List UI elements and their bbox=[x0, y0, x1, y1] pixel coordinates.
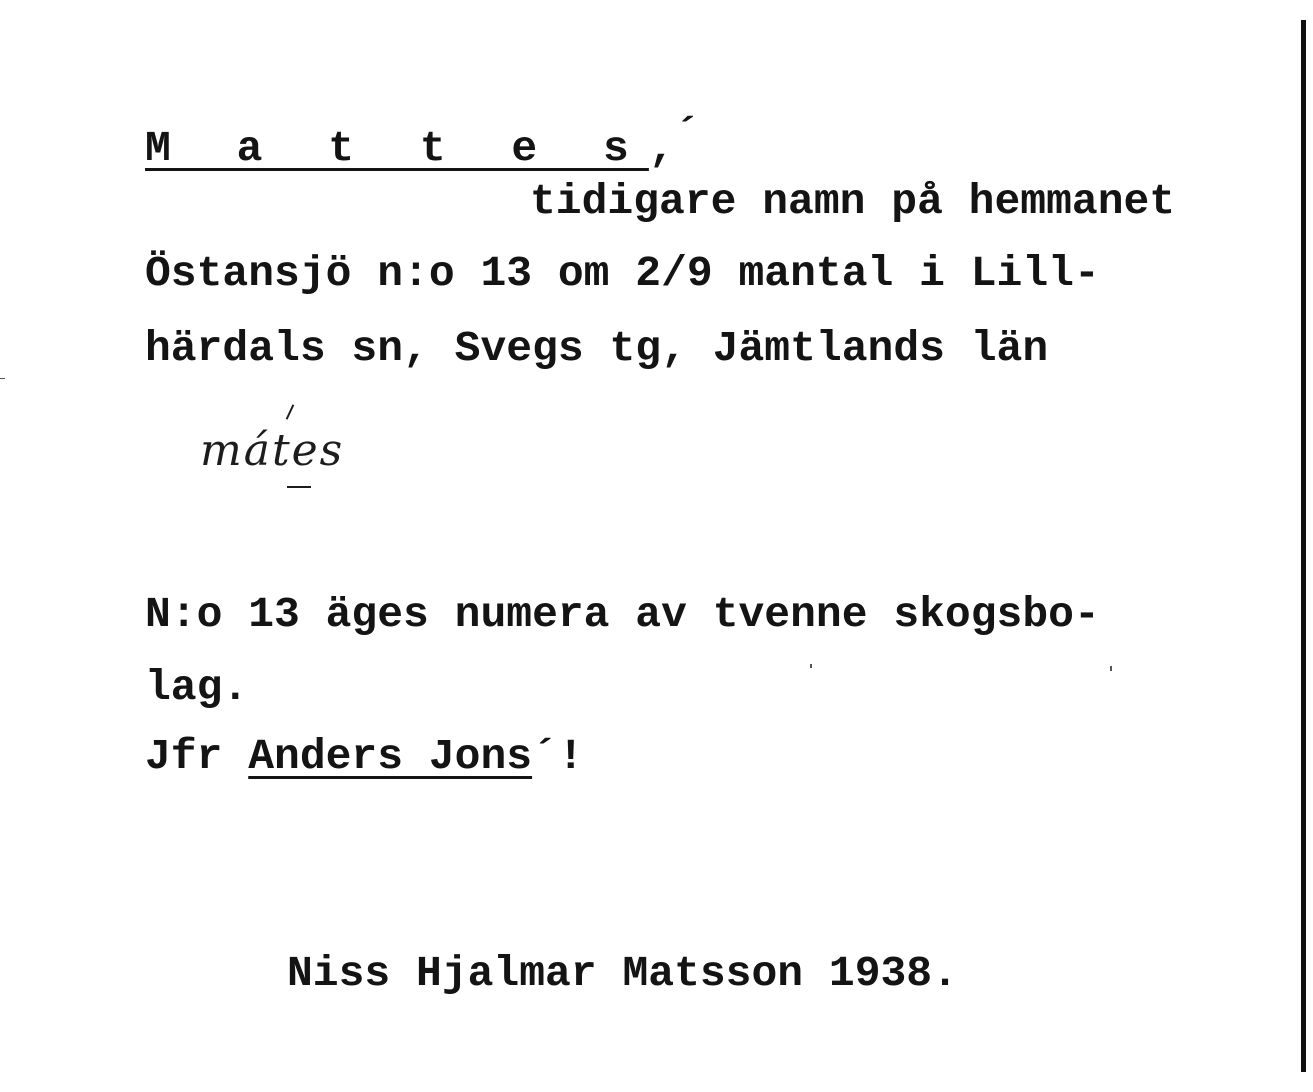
headword: M a t t e s bbox=[145, 124, 649, 173]
headword-line bbox=[145, 110, 701, 173]
handwritten-pronunciation: mátes bbox=[200, 425, 345, 476]
handwritten-accent-mark bbox=[286, 404, 295, 419]
text-line-1: tidigare namn på hemmanet bbox=[530, 177, 1176, 226]
headword-suffix: , bbox=[648, 124, 675, 173]
headword-accent: ´ bbox=[674, 110, 701, 159]
crossref-prefix: Jfr bbox=[145, 732, 249, 781]
handwritten-underline bbox=[287, 486, 311, 488]
text-line-3: härdals sn, Svegs tg, Jämtlands län bbox=[145, 324, 1049, 373]
card-edge bbox=[1301, 20, 1306, 1072]
signature-line: Niss Hjalmar Matsson 1938. bbox=[287, 949, 958, 998]
crossref-suffix: ´! bbox=[532, 732, 584, 781]
text-line-2: Östansjö n:o 13 om 2/9 mantal i Lill- bbox=[145, 249, 1100, 298]
scan-speck bbox=[0, 378, 5, 379]
crossref-name: Anders Jons bbox=[248, 732, 533, 781]
scan-speck bbox=[810, 664, 812, 668]
crossref-line bbox=[145, 732, 584, 781]
scan-speck bbox=[1110, 666, 1112, 671]
text-line-4: N:o 13 äges numera av tvenne skogsbo- bbox=[145, 590, 1100, 639]
text-line-5: lag. bbox=[145, 663, 249, 712]
